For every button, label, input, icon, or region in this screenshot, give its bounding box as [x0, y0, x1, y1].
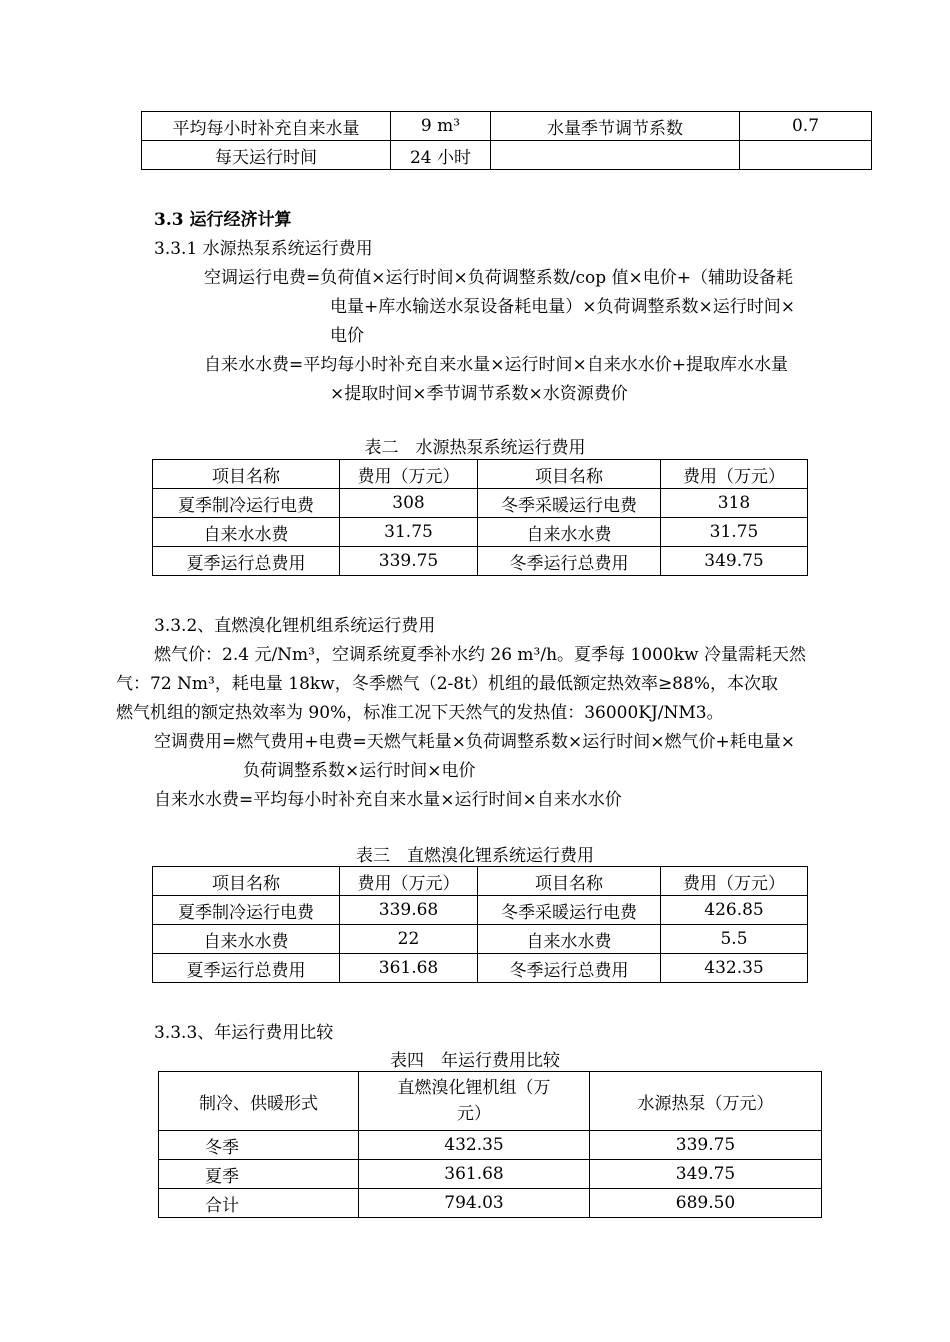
table-row — [159, 1189, 822, 1218]
formula-line: 空调费用=燃气费用+电费=天燃气耗量×负荷调整系数×运行时间×燃气价+耗电量× — [154, 732, 795, 752]
table-cell: 339.68 — [340, 896, 478, 925]
table-cell: 自来水水费 — [478, 925, 661, 954]
table-row — [159, 1131, 822, 1160]
table-cell: 夏季运行总费用 — [153, 954, 340, 983]
table-cell: 361.68 — [340, 954, 478, 983]
table-cell: 31.75 — [340, 518, 478, 547]
formula-line: 空调运行电费=负荷值×运行时间×负荷调整系数/cop 值×电价+（辅助设备耗 — [204, 268, 793, 288]
table-cell — [491, 141, 740, 170]
table-row — [142, 112, 872, 141]
table-cell: 自来水水费 — [153, 925, 340, 954]
table-caption: 表三 直燃溴化锂系统运行费用 — [356, 846, 594, 866]
table-cell: 318 — [661, 489, 808, 518]
annual-cost-comparison-table — [158, 1071, 822, 1218]
paragraph-line: 气：72 Nm³，耗电量 18kw，冬季燃气（2-8t）机组的最低额定热效率≥88%，本次取 — [116, 674, 778, 694]
section-heading: 3.3 运行经济计算 — [154, 210, 292, 230]
table-cell: 冬季采暖运行电费 — [478, 489, 661, 518]
table-cell: 24 小时 — [391, 141, 491, 170]
parameter-table — [141, 111, 872, 170]
table-cell: 夏季运行总费用 — [153, 547, 340, 576]
table-cell: 夏季制冷运行电费 — [153, 896, 340, 925]
table-cell: 水量季节调节系数 — [491, 112, 740, 141]
table-cell: 22 — [340, 925, 478, 954]
paragraph-line: 燃气价：2.4 元/Nm³，空调系统夏季补水约 26 m³/h。夏季每 1000kw 冷量需耗天然 — [154, 645, 806, 665]
table-row — [153, 489, 808, 518]
header-cell: 费用（万元） — [661, 867, 808, 896]
table-cell: 308 — [340, 489, 478, 518]
table-cell: 0.7 — [740, 112, 872, 141]
header-cell: 制冷、供暖形式 — [159, 1072, 359, 1131]
subsection-heading: 3.3.1 水源热泵系统运行费用 — [154, 239, 373, 259]
table-cell: 冬季 — [159, 1131, 359, 1160]
table-cell: 339.75 — [590, 1131, 822, 1160]
header-cell: 项目名称 — [478, 460, 661, 489]
subsection-heading: 3.3.2、直燃溴化锂机组系统运行费用 — [154, 616, 436, 636]
formula-line: 自来水水费=平均每小时补充自来水量×运行时间×自来水水价 — [154, 790, 622, 810]
table-cell: 5.5 — [661, 925, 808, 954]
table-cell: 自来水水费 — [478, 518, 661, 547]
header-cell: 项目名称 — [153, 867, 340, 896]
paragraph-line: 燃气机组的额定热效率为 90%，标准工况下天然气的发热值：36000KJ/NM3。 — [116, 703, 724, 723]
header-cell: 费用（万元） — [661, 460, 808, 489]
table-cell: 冬季采暖运行电费 — [478, 896, 661, 925]
header-cell: 费用（万元） — [340, 867, 478, 896]
table-cell — [740, 141, 872, 170]
table-caption: 表四 年运行费用比较 — [390, 1051, 560, 1071]
table-cell: 自来水水费 — [153, 518, 340, 547]
subsection-heading: 3.3.3、年运行费用比较 — [154, 1023, 334, 1043]
absorption-chiller-cost-table — [152, 866, 808, 983]
table-cell: 349.75 — [590, 1160, 822, 1189]
table-cell: 432.35 — [359, 1131, 590, 1160]
table-cell: 合计 — [159, 1189, 359, 1218]
table-row — [159, 1160, 822, 1189]
table-row — [153, 954, 808, 983]
table-cell: 349.75 — [661, 547, 808, 576]
table-cell: 361.68 — [359, 1160, 590, 1189]
table-header-row — [153, 460, 808, 489]
table-cell: 426.85 — [661, 896, 808, 925]
table-cell: 冬季运行总费用 — [478, 547, 661, 576]
header-cell: 水源热泵（万元） — [590, 1072, 822, 1131]
table-cell: 31.75 — [661, 518, 808, 547]
table-row — [153, 518, 808, 547]
table-cell: 夏季 — [159, 1160, 359, 1189]
table-cell: 689.50 — [590, 1189, 822, 1218]
table-header-row — [159, 1072, 822, 1131]
table-cell: 夏季制冷运行电费 — [153, 489, 340, 518]
header-cell — [359, 1072, 590, 1131]
header-cell: 项目名称 — [478, 867, 661, 896]
table-header-row — [153, 867, 808, 896]
table-row — [142, 141, 872, 170]
table-cell: 339.75 — [340, 547, 478, 576]
table-row — [153, 925, 808, 954]
table-cell: 9 m³ — [391, 112, 491, 141]
header-cell: 费用（万元） — [340, 460, 478, 489]
formula-line: 负荷调整系数×运行时间×电价 — [243, 761, 476, 781]
formula-line: ×提取时间×季节调节系数×水资源费价 — [330, 384, 628, 404]
header-cell-line: 直燃溴化锂机组（万 — [397, 1078, 551, 1098]
table-cell: 冬季运行总费用 — [478, 954, 661, 983]
formula-line: 自来水水费=平均每小时补充自来水量×运行时间×自来水水价+提取库水水量 — [204, 355, 788, 375]
header-cell: 项目名称 — [153, 460, 340, 489]
table-row — [153, 896, 808, 925]
formula-line: 电价 — [330, 326, 364, 346]
table-cell: 平均每小时补充自来水量 — [142, 112, 391, 141]
table-cell: 每天运行时间 — [142, 141, 391, 170]
heat-pump-cost-table — [152, 459, 808, 576]
table-row — [153, 547, 808, 576]
table-cell: 432.35 — [661, 954, 808, 983]
header-cell-line: 元） — [457, 1104, 491, 1124]
table-cell: 794.03 — [359, 1189, 590, 1218]
table-caption: 表二 水源热泵系统运行费用 — [364, 438, 586, 458]
formula-line: 电量+库水输送水泵设备耗电量）×负荷调整系数×运行时间× — [330, 297, 795, 317]
